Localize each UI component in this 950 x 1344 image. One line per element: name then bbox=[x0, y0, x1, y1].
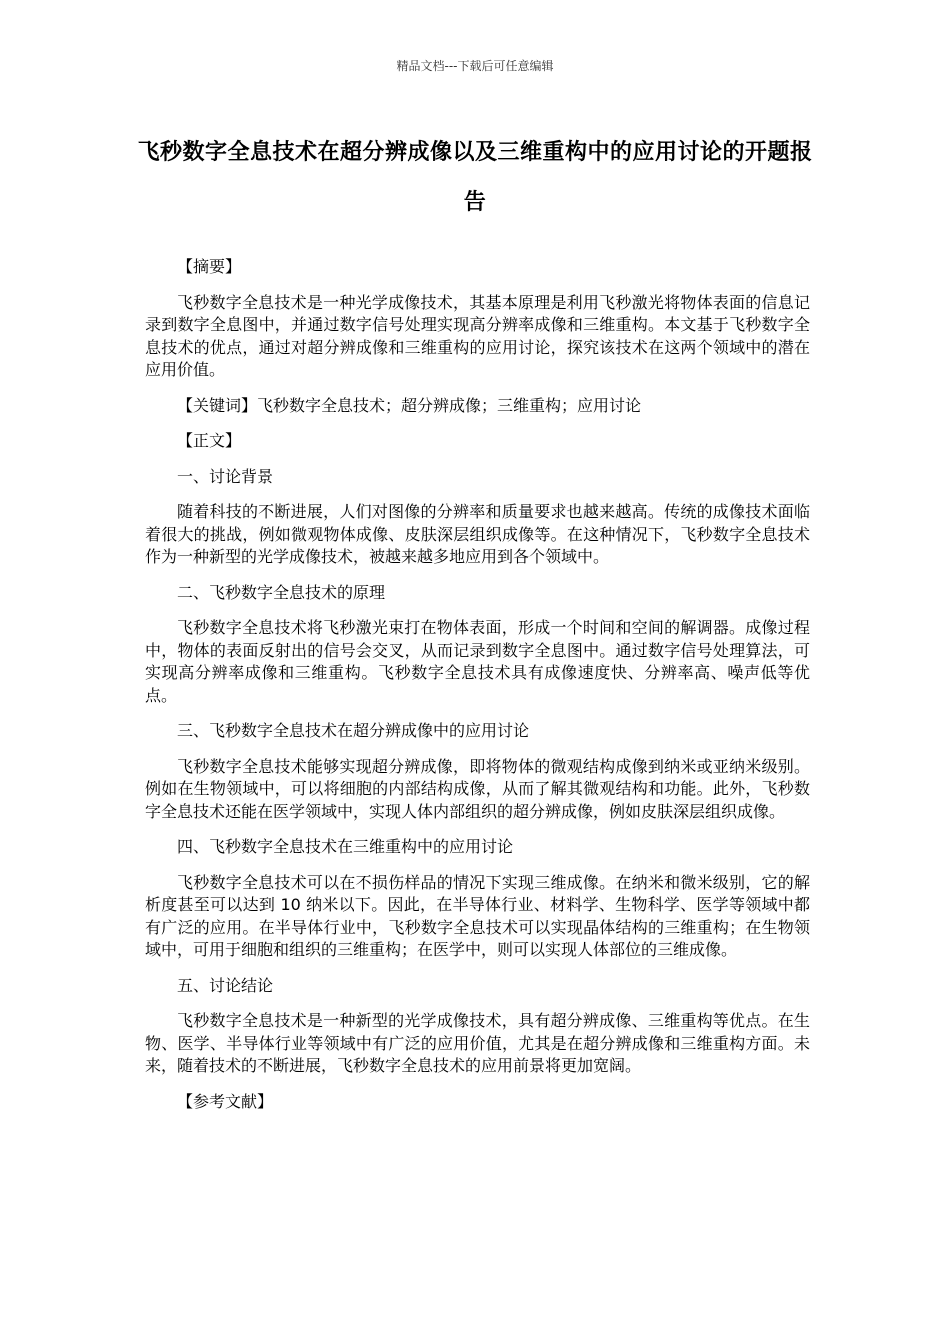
header-note: 精品文档---下载后可任意编辑 bbox=[396, 59, 554, 73]
abstract-paragraph: 飞秒数字全息技术是一种光学成像技术，其基本原理是利用飞秒激光将物体表面的信息记录到数字全息图中，并通过数字信号处理实现高分辨率成像和三维重构。本文基于飞秒数字全息技术的优点，通过对超分辨成像和三维重构的应用讨论，探究该技术在这两个领域中的潜在应用价值。 bbox=[145, 292, 810, 379]
section-paragraph: 飞秒数字全息技术可以在不损伤样品的情况下实现三维成像。在纳米和微米级别，它的解析度甚至可以达到 10 纳米以下。因此，在半导体行业、材料学、生物科学、医学等领域中都有广泛的应用。在半导体行业中，飞秒数字全息技术可以实现晶体结构的三维重构；在生物领域中，可用于细胞和组织的三维重构；在医学中，则可以实现人体部位的三维成像。 bbox=[145, 872, 810, 959]
section-paragraph: 随着科技的不断进展，人们对图像的分辨率和质量要求也越来越高。传统的成像技术面临着很大的挑战，例如微观物体成像、皮肤深层组织成像等。在这种情况下，飞秒数字全息技术作为一种新型的光学成像技术，被越来越多地应用到各个领域中。 bbox=[145, 502, 810, 566]
document-title: 飞秒数字全息技术在超分辨成像以及三维重构中的应用讨论的开题报告 bbox=[137, 140, 813, 215]
body-heading: 【正文】 bbox=[177, 431, 242, 450]
document-body bbox=[145, 256, 810, 1113]
keywords-line: 【关键词】飞秒数字全息技术；超分辨成像；三维重构；应用讨论 bbox=[177, 395, 642, 415]
section-paragraph: 飞秒数字全息技术是一种新型的光学成像技术，具有超分辨成像、三维重构等优点。在生物、医学、半导体行业等领域中有广泛的应用价值，尤其是在超分辨成像和三维重构方面。未来，随着技术的不断进展，飞秒数字全息技术的应用前景将更加宽阔。 bbox=[145, 1011, 810, 1075]
section-heading: 四、飞秒数字全息技术在三维重构中的应用讨论 bbox=[177, 837, 514, 856]
section-paragraph: 飞秒数字全息技术能够实现超分辨成像，即将物体的微观结构成像到纳米或亚纳米级别。例如在生物领域中，可以将细胞的内部结构成像，从而了解其微观结构和功能。此外，飞秒数字全息技术还能在医学领域中，实现人体内部组织的超分辨成像，例如皮肤深层组织成像。 bbox=[145, 756, 810, 821]
section-paragraph: 飞秒数字全息技术将飞秒激光束打在物体表面，形成一个时间和空间的解调器。成像过程中，物体的表面反射出的信号会交叉，从而记录到数字全息图中。通过数字信号处理算法，可实现高分辨率成像和三维重构。飞秒数字全息技术具有成像速度快、分辨率高、噪声低等优点。 bbox=[145, 618, 810, 705]
section-heading: 五、讨论结论 bbox=[177, 975, 274, 995]
abstract-heading: 【摘要】 bbox=[177, 257, 242, 276]
section-heading: 一、讨论背景 bbox=[177, 466, 274, 486]
section-heading: 三、飞秒数字全息技术在超分辨成像中的应用讨论 bbox=[177, 721, 530, 740]
references-heading: 【参考文献】 bbox=[177, 1091, 274, 1111]
section-heading: 二、飞秒数字全息技术的原理 bbox=[177, 582, 386, 602]
